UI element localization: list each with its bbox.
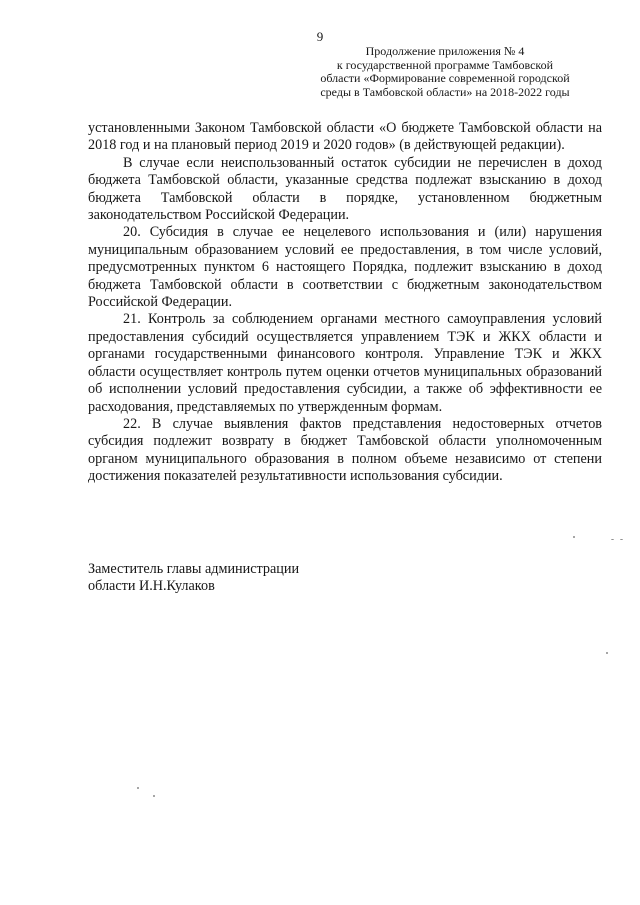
document-body [88,120,602,486]
appendix-header-line: области «Формирование современной городской [320,71,570,85]
scan-speck [573,536,575,538]
paragraph-clause-22: 22. В случае выявления фактов представления недостоверных отчетов субсидия подлежит возврату в бюджет Тамбовской области уполномоченным органом муниципального образования в полном объеме независимо от степени достижения показателей результативности использования субсидии. [88,415,602,485]
appendix-header [300,45,590,99]
signature-block [88,561,299,595]
signature-position: Заместитель главы администрации [88,561,300,577]
paragraph-continuation: установленными Законом Тамбовской области «О бюджете Тамбовской области на 2018 год и на плановый период 2019 и 2020 годов» (в действующей редакции). [88,120,602,154]
paragraph-unused-subsidy: В случае если неиспользованный остаток субсидии не перечислен в доход бюджета Тамбовской области, указанные средства подлежат взысканию в доход бюджета Тамбовской области в порядке, установленном бюджетным законодательством Российской Федерации. [88,154,602,224]
scan-speck [611,539,614,540]
scan-speck [620,539,623,540]
appendix-header-line: к государственной программе Тамбовской [336,57,554,72]
page-number: 9 [316,29,324,44]
scan-speck [137,787,139,789]
appendix-header-line: среды в Тамбовской области» на 2018-2022 годы [320,84,570,99]
signature-name: области И.Н.Кулаков [88,578,215,594]
scan-speck [606,652,608,654]
scan-speck [153,795,155,797]
paragraph-clause-20: 20. Субсидия в случае ее нецелевого использования и (или) нарушения муниципальным образованием условий ее предоставления, в том числе условий, предусмотренных пунктом 6 настоящего Порядка, подлежит взысканию в доход бюджета Тамбовской области в соответствии с бюджетным законодательством Российской Федерации. [88,224,602,311]
paragraph-clause-21: 21. Контроль за соблюдением органами местного самоуправления условий предоставления субсидий осуществляется управлением ТЭК и ЖКХ области и органами государственными финансового контроля. Управление ТЭК и ЖКХ области осуществляет контроль путем оценки отчетов муниципальных образований об исполнении условий предоставления субсидии, а также об эффективности ее расходования, представляемых по утвержденным формам. [88,311,602,415]
appendix-header-line: Продолжение приложения № 4 [365,44,525,58]
